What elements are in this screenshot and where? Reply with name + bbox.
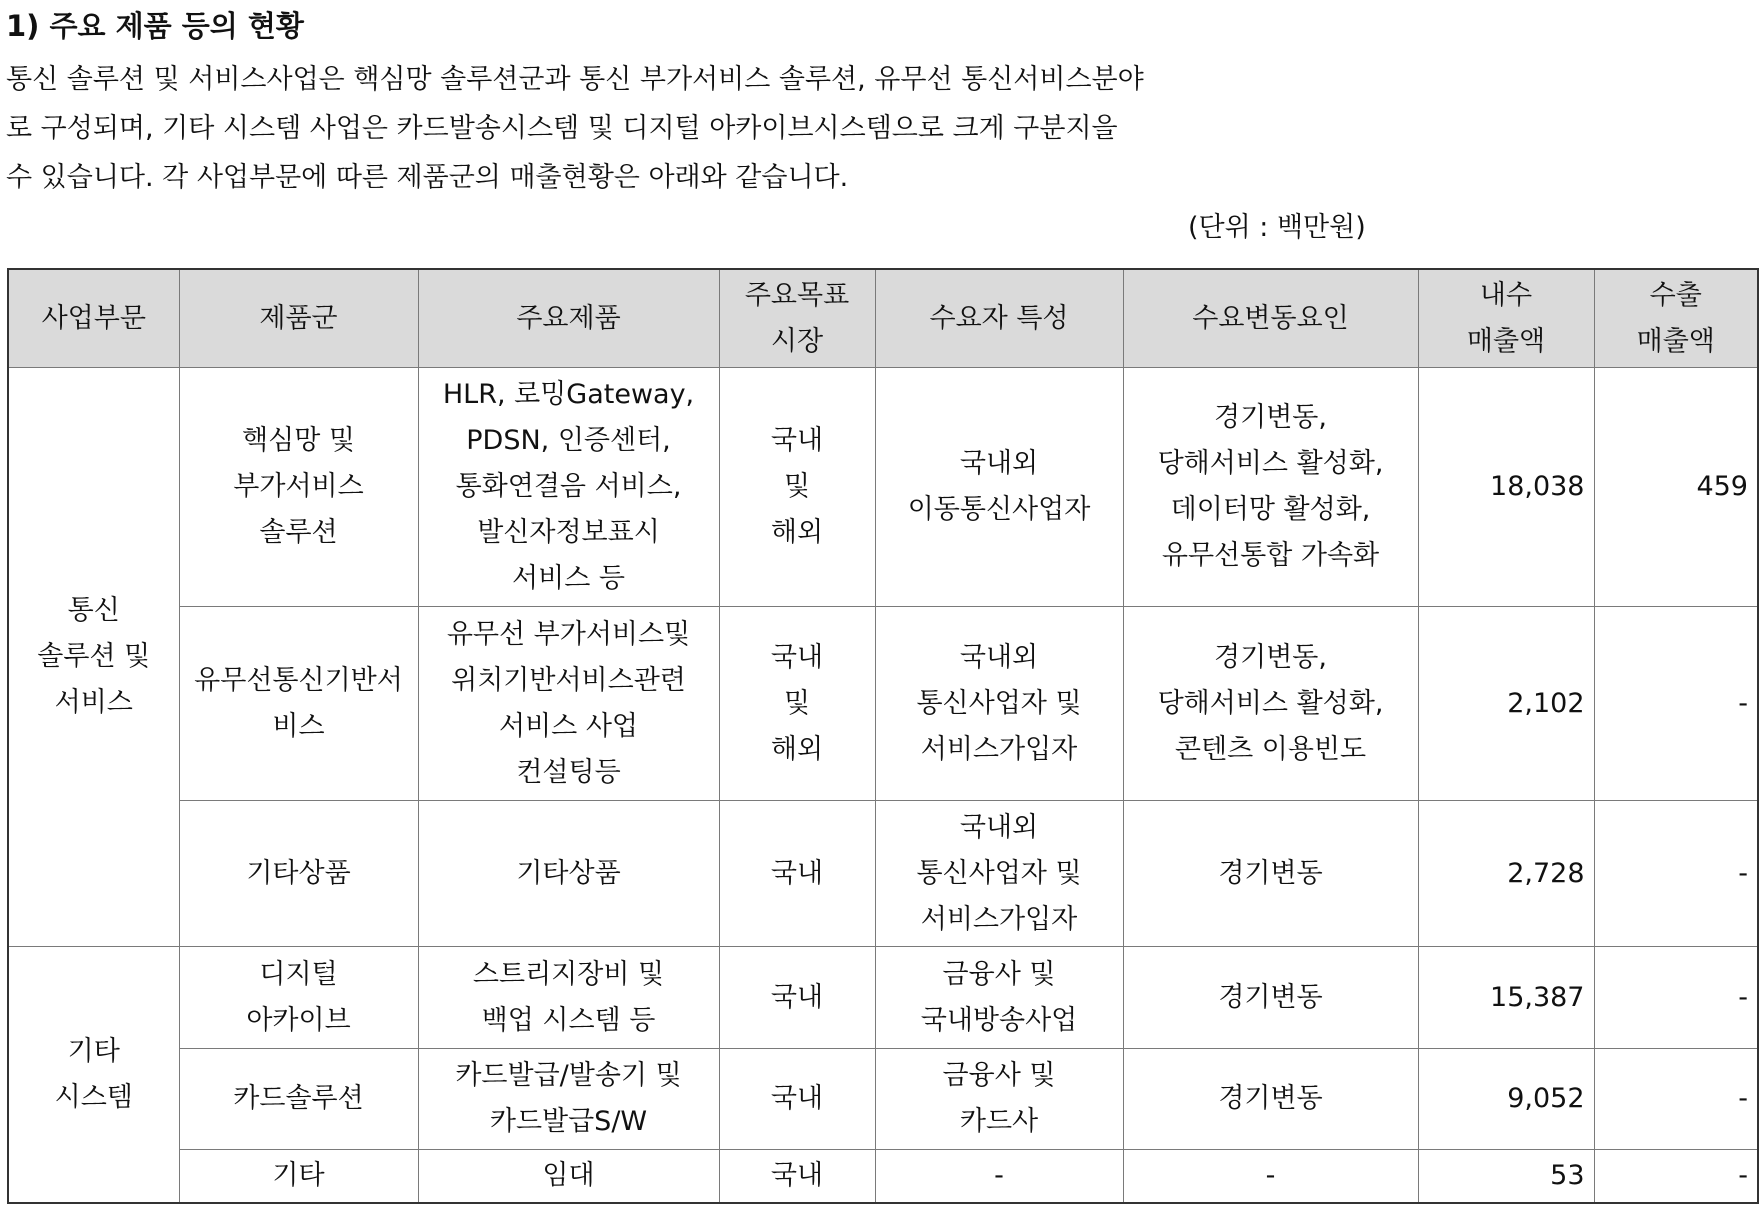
demand-factor-cell: 경기변동: [1123, 1049, 1418, 1150]
customer-cell: 금융사 및 카드사: [875, 1049, 1123, 1150]
segment-cell: 기타 시스템: [8, 947, 179, 1204]
export-sales-cell: 459: [1594, 368, 1758, 607]
domestic-sales-cell: 53: [1418, 1150, 1594, 1204]
header-main-products: 주요제품: [418, 269, 719, 368]
product-group-cell: 디지털 아카이브: [179, 947, 418, 1049]
intro-line: 로 구성되며, 기타 시스템 사업은 카드발송시스템 및 디지털 아카이브시스템으로 크게 구분지을: [6, 113, 1118, 144]
customer-cell: 국내외 통신사업자 및 서비스가입자: [875, 801, 1123, 947]
target-market-cell: 국내: [719, 801, 875, 947]
intro-paragraph: [6, 55, 1246, 202]
section-heading: 1) 주요 제품 등의 현황: [6, 9, 304, 43]
export-sales-cell: -: [1594, 1049, 1758, 1150]
table-header-row: [8, 269, 1758, 368]
table-row: [8, 801, 1758, 947]
product-group-cell: 기타상품: [179, 801, 418, 947]
customer-cell: 국내외 이동통신사업자: [875, 368, 1123, 607]
target-market-cell: 국내 및 해외: [719, 607, 875, 801]
domestic-sales-cell: 2,102: [1418, 607, 1594, 801]
target-market-cell: 국내 및 해외: [719, 368, 875, 607]
intro-line: 통신 솔루션 및 서비스사업은 핵심망 솔루션군과 통신 부가서비스 솔루션, 유무선 통신서비스분야: [6, 64, 1144, 95]
target-market-cell: 국내: [719, 1150, 875, 1204]
intro-line: 수 있습니다. 각 사업부문에 따른 제품군의 매출현황은 아래와 같습니다.: [6, 162, 849, 193]
export-sales-cell: -: [1594, 607, 1758, 801]
product-group-cell: 카드솔루션: [179, 1049, 418, 1150]
product-group-cell: 기타: [179, 1150, 418, 1204]
table-row: [8, 947, 1758, 1049]
main-products-cell: 스트리지장비 및 백업 시스템 등: [418, 947, 719, 1049]
demand-factor-cell: -: [1123, 1150, 1418, 1204]
export-sales-cell: -: [1594, 801, 1758, 947]
demand-factor-cell: 경기변동: [1123, 947, 1418, 1049]
domestic-sales-cell: 9,052: [1418, 1049, 1594, 1150]
header-customer: 수요자 특성: [875, 269, 1123, 368]
table-row: [8, 607, 1758, 801]
table-row: [8, 1150, 1758, 1204]
header-product-group: 제품군: [179, 269, 418, 368]
domestic-sales-cell: 18,038: [1418, 368, 1594, 607]
segment-cell: 통신 솔루션 및 서비스: [8, 368, 179, 947]
domestic-sales-cell: 2,728: [1418, 801, 1594, 947]
table-row: [8, 1049, 1758, 1150]
demand-factor-cell: 경기변동: [1123, 801, 1418, 947]
header-target-market: 주요목표 시장: [719, 269, 875, 368]
domestic-sales-cell: 15,387: [1418, 947, 1594, 1049]
main-products-cell: 임대: [418, 1150, 719, 1204]
export-sales-cell: -: [1594, 1150, 1758, 1204]
header-domestic-sales: 내수 매출액: [1418, 269, 1594, 368]
customer-cell: 금융사 및 국내방송사업: [875, 947, 1123, 1049]
header-export-sales: 수출 매출액: [1594, 269, 1758, 368]
target-market-cell: 국내: [719, 947, 875, 1049]
table-row: [8, 368, 1758, 607]
main-products-cell: 유무선 부가서비스및 위치기반서비스관련 서비스 사업 컨설팅등: [418, 607, 719, 801]
main-products-cell: 기타상품: [418, 801, 719, 947]
customer-cell: 국내외 통신사업자 및 서비스가입자: [875, 607, 1123, 801]
main-products-cell: HLR, 로밍Gateway, PDSN, 인증센터, 통화연결음 서비스, 발신자정보표시 서비스 등: [418, 368, 719, 607]
header-demand-factor: 수요변동요인: [1123, 269, 1418, 368]
demand-factor-cell: 경기변동, 당해서비스 활성화, 콘텐츠 이용빈도: [1123, 607, 1418, 801]
customer-cell: -: [875, 1150, 1123, 1204]
target-market-cell: 국내: [719, 1049, 875, 1150]
unit-note: (단위 : 백만원): [1188, 212, 1366, 243]
demand-factor-cell: 경기변동, 당해서비스 활성화, 데이터망 활성화, 유무선통합 가속화: [1123, 368, 1418, 607]
main-products-cell: 카드발급/발송기 및 카드발급S/W: [418, 1049, 719, 1150]
product-sales-table: [7, 268, 1759, 1204]
product-group-cell: 핵심망 및 부가서비스 솔루션: [179, 368, 418, 607]
product-group-cell: 유무선통신기반서비스: [179, 607, 418, 801]
header-segment: 사업부문: [8, 269, 179, 368]
export-sales-cell: -: [1594, 947, 1758, 1049]
